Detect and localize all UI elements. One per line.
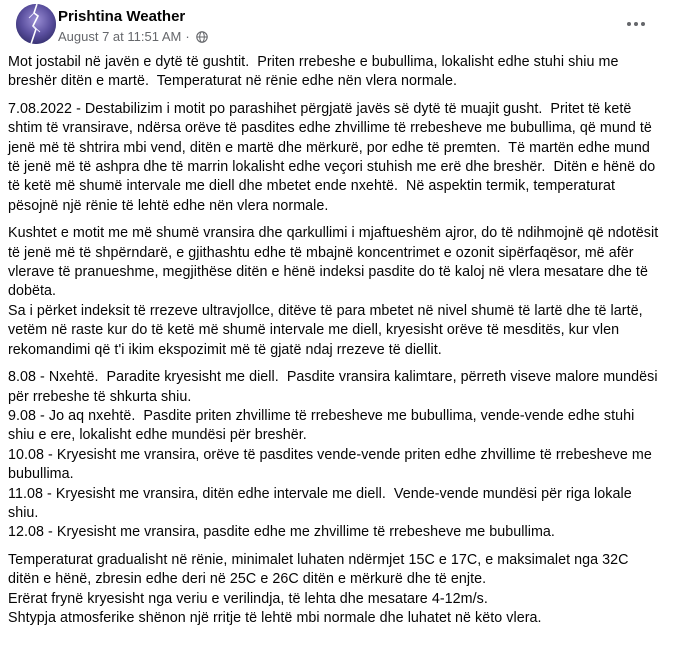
post-paragraph-temperatures: Temperaturat gradualisht në rënie, minimalet luhaten ndërmjet 15C e 17C, e maksimalet nga 32C ditën e hënë, zbresin edhe deri në 25C e 26C ditën e mërkurë dhe të enjte. Erërat frynë kryesisht nga veriu e verilindja, të lehta dhe mesatare 4-12m/s. Shtypja atmosferike shënon një rritje të lehtë mbi normale dhe luhatet në këto vlera. bbox=[8, 551, 629, 626]
more-options-icon bbox=[627, 22, 645, 26]
post-timestamp[interactable]: August 7 at 11:51 AM bbox=[58, 29, 182, 44]
post-paragraph-air-quality: Kushtet e motit me më shumë vransira dhe qarkullimi i mjaftueshëm ajror, do të ndihmojnë që ndotësit të jenë më të shpërndarë, e gjithashtu edhe të mbajnë koncentrimet e ozonit sipërfaqësor, më afër vlerave të pranueshme, megjithëse ditën e hënë indeksi pasdite do të kaloj në vlera mesatare dhe të dobëta. Sa i përket indeksit të rrezeve ultravjollce, ditëve të para mbetet në nivel shumë të lartë dhe të lartë, vetëm në raste kur do të ketë më shumë intervale me diell, kryesisht orëve të mesditës, kur vlen rekomandimi që t'i ikim ekspozimit më të gjatë ndaj rrezeve të diellit. bbox=[8, 225, 659, 358]
page-name-link[interactable]: Prishtina Weather bbox=[58, 8, 186, 25]
more-options-button[interactable] bbox=[618, 12, 654, 36]
post-content bbox=[8, 53, 663, 636]
post-paragraph-forecast: 7.08.2022 - Destabilizim i motit po parashihet përgjatë javës së dytë të muajit gusht. Pritet të ketë shtim të vransirave, ndërsa orëve të pasdites edhe zhvillime të rrebesheve me bubullima, që mund të jenë më të shtrira mbi vend, ditën e martë dhe mërkurë, por edhe të premten. Të martën edhe mund të jenë më të ashpra dhe të marrin lokalisht edhe veçori stuhish me erë dhe breshër. Ditën e hënë do të ketë më shumë intervale me diell dhe mbetet ende nxehtë. Në aspektin termik, temperaturat pësojnë një rënie të lehtë edhe nën vlera normale. bbox=[8, 100, 660, 214]
meta-separator: · bbox=[185, 29, 190, 44]
avatar[interactable] bbox=[16, 4, 56, 44]
post-paragraph-daily: 8.08 - Nxehtë. Paradite kryesisht me diell. Pasdite vransira kalimtare, përreth viseve malore mundësi për rrebeshe të shkurta shiu. 9.08 - Jo aq nxehtë. Pasdite priten zhvillime të rrebesheve me bubullima, vende-vende edhe stuhi shiu e ere, lokalisht edhe mundësi për breshër. 10.08 - Kryesisht me vransira, orëve të pasdites vende-vende priten edhe zhvillime të rrebesheve me bubullima. 11.08 - Kryesisht me vransira, ditën edhe intervale me diell. Vende-vende mundësi për riga lokale shiu. 12.08 - Kryesisht me vransira, pasdite edhe me zhvillime të rrebesheve me bubullima. bbox=[8, 369, 658, 541]
post-paragraph-intro: Mot jostabil në javën e dytë të gushtit. Priten rrebeshe e bubullima, lokalisht edhe stuhi shiu me breshër ditën e martë. Temperaturat në rënie edhe nën vlera normale. bbox=[8, 54, 623, 90]
globe-icon[interactable] bbox=[196, 31, 208, 43]
post-meta bbox=[58, 29, 208, 44]
lightning-avatar-icon bbox=[16, 4, 56, 44]
post-header bbox=[16, 4, 662, 46]
